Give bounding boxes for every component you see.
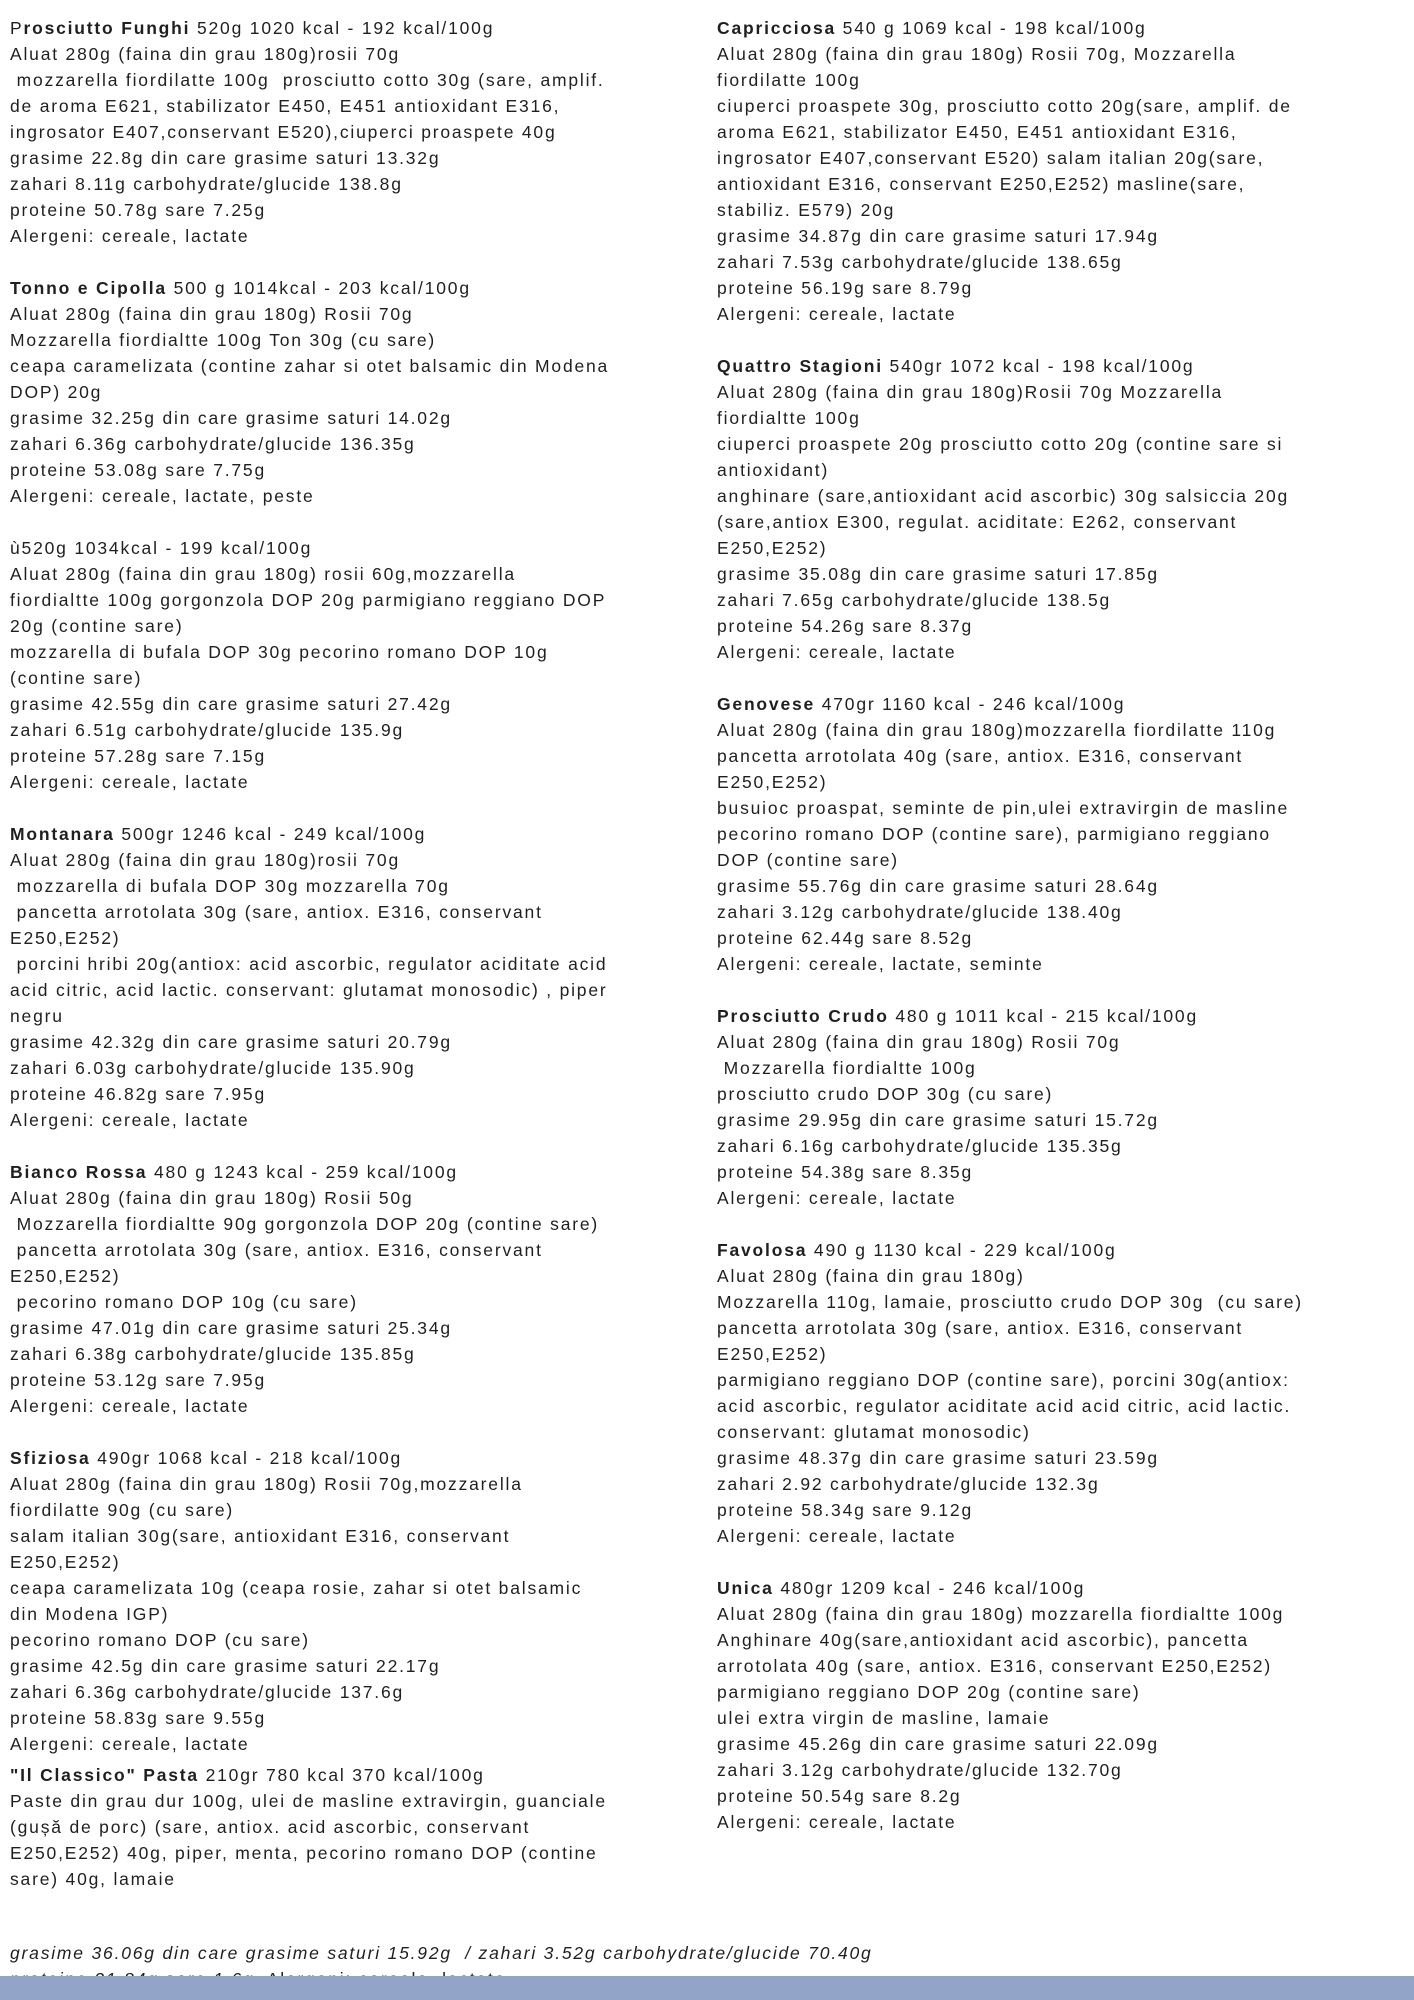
item-heading [717, 15, 1414, 41]
menu-item [717, 353, 1414, 665]
menu-item [10, 1762, 717, 1892]
item-heading [717, 1237, 1414, 1263]
ingredient-line: aroma E621, stabilizator E450, E451 antioxidant E316, [717, 122, 1238, 142]
ingredient-line: ulei extra virgin de masline, lamaie [717, 1708, 1051, 1728]
menu-item [717, 1575, 1414, 1835]
item-name: rosciutto Funghi [23, 18, 191, 38]
footer-nutrition-line: grasime 36.06g din care grasime saturi 15.92g / zahari 3.52g carbohydrate/glucide 70.40g [10, 1943, 873, 1963]
ingredient-line: Alergeni: cereale, lactate [717, 1812, 957, 1832]
ingredient-line: zahari 3.12g carbohydrate/glucide 132.70g [717, 1760, 1123, 1780]
menu-item [10, 821, 717, 1133]
ingredient-line: Mozzarella 110g, lamaie, prosciutto crudo DOP 30g (cu sare) [717, 1292, 1303, 1312]
ingredient-line: (contine sare) [10, 668, 143, 688]
ingredient-line: pancetta arrotolata 30g (sare, antiox. E316, conservant [717, 1318, 1244, 1338]
left-column [10, 15, 717, 1918]
ingredient-line: grasime 32.25g din care grasime saturi 14.02g [10, 408, 452, 428]
ingredient-line: pecorino romano DOP (contine sare), parmigiano reggiano [717, 824, 1271, 844]
ingredient-line: fiordilatte 90g (cu sare) [10, 1500, 234, 1520]
ingredient-line: E250,E252) [10, 1266, 121, 1286]
item-name: Genovese [717, 694, 816, 714]
menu-item [10, 275, 717, 509]
ingredient-line: proteine 54.38g sare 8.35g [717, 1162, 973, 1182]
ingredient-line: sare) 40g, lamaie [10, 1869, 176, 1889]
ingredient-line: Aluat 280g (faina din grau 180g) [717, 1266, 1025, 1286]
ingredient-line: de aroma E621, stabilizator E450, E451 antioxidant E316, [10, 96, 561, 116]
ingredient-line: antioxidant) [717, 460, 830, 480]
item-info: 520g 1020 kcal - 192 kcal/100g [190, 18, 495, 38]
menu-item [717, 1003, 1414, 1211]
ingredient-line: Mozzarella fiordialtte 90g gorgonzola DOP 20g (contine sare) [10, 1214, 600, 1234]
ingredient-line: Mozzarella fiordialtte 100g [717, 1058, 977, 1078]
ingredient-line: Aluat 280g (faina din grau 180g)rosii 70g [10, 44, 400, 64]
ingredient-line: zahari 6.38g carbohydrate/glucide 135.85g [10, 1344, 416, 1364]
menu-item [10, 535, 717, 795]
item-info: 480 g 1011 kcal - 215 kcal/100g [888, 1006, 1198, 1026]
ingredient-line: proteine 53.12g sare 7.95g [10, 1370, 266, 1390]
ingredient-line: Alergeni: cereale, lactate [717, 642, 957, 662]
item-info: 500 g 1014kcal - 203 kcal/100g [166, 278, 471, 298]
ingredient-line: (sare,antiox E300, regulat. aciditate: E262, conservant [717, 512, 1238, 532]
ingredient-line: pecorino romano DOP 10g (cu sare) [10, 1292, 358, 1312]
menu-item [10, 1445, 717, 1757]
ingredient-line: proteine 57.28g sare 7.15g [10, 746, 266, 766]
ingredient-line: mozzarella di bufala DOP 30g mozzarella 70g [10, 876, 450, 896]
ingredient-line: proteine 62.44g sare 8.52g [717, 928, 973, 948]
ingredient-line: Mozzarella fiordialtte 100g Ton 30g (cu sare) [10, 330, 437, 350]
ingredient-line: ceapa caramelizata 10g (ceapa rosie, zahar si otet balsamic [10, 1578, 583, 1598]
item-info: 210gr 780 kcal 370 kcal/100g [198, 1765, 485, 1785]
item-name: "Il Classico" Pasta [10, 1765, 199, 1785]
ingredient-line: stabiliz. E579) 20g [717, 200, 896, 220]
ingredient-line: pancetta arrotolata 30g (sare, antiox. E316, conservant [10, 1240, 543, 1260]
item-heading [717, 1003, 1414, 1029]
item-info: 500gr 1246 kcal - 249 kcal/100g [114, 824, 427, 844]
ingredient-line: zahari 2.92 carbohydrate/glucide 132.3g [717, 1474, 1100, 1494]
ingredient-line: grasime 45.26g din care grasime saturi 22.09g [717, 1734, 1159, 1754]
ingredient-line: porcini hribi 20g(antiox: acid ascorbic, regulator aciditate acid [10, 954, 608, 974]
item-heading [10, 1762, 717, 1788]
item-info: 540gr 1072 kcal - 198 kcal/100g [882, 356, 1195, 376]
menu-item [717, 1237, 1414, 1549]
ingredient-line: grasime 34.87g din care grasime saturi 17.94g [717, 226, 1159, 246]
ingredient-line: Alergeni: cereale, lactate [717, 1188, 957, 1208]
item-info: ù520g 1034kcal - 199 kcal/100g [10, 538, 313, 558]
ingredient-line: din Modena IGP) [10, 1604, 170, 1624]
menu-item [10, 15, 717, 249]
ingredient-line: zahari 7.65g carbohydrate/glucide 138.5g [717, 590, 1112, 610]
ingredient-line: DOP) 20g [10, 382, 103, 402]
ingredient-line: DOP (contine sare) [717, 850, 899, 870]
ingredient-line: busuioc proaspat, seminte de pin,ulei extravirgin de masline [717, 798, 1290, 818]
item-heading [10, 535, 717, 561]
ingredient-line: antioxidant E316, conservant E250,E252) masline(sare, [717, 174, 1246, 194]
item-name: Capricciosa [717, 18, 837, 38]
ingredient-line: proteine 56.19g sare 8.79g [717, 278, 973, 298]
item-heading [10, 1445, 717, 1471]
ingredient-line: acid citric, acid lactic. conservant: glutamat monosodic) , piper [10, 980, 608, 1000]
ingredient-line: fiordialtte 100g [717, 408, 861, 428]
item-heading [717, 353, 1414, 379]
ingredient-line: Aluat 280g (faina din grau 180g) rosii 60g,mozzarella [10, 564, 516, 584]
ingredient-line: mozzarella fiordilatte 100g prosciutto cotto 30g (sare, amplif. [10, 70, 605, 90]
menu-item [717, 691, 1414, 977]
ingredient-line: proteine 58.83g sare 9.55g [10, 1708, 266, 1728]
ingredient-line: Alergeni: cereale, lactate [717, 304, 957, 324]
ingredient-line: Aluat 280g (faina din grau 180g)Rosii 70g Mozzarella [717, 382, 1224, 402]
ingredient-line: fiordilatte 100g [717, 70, 861, 90]
item-heading [10, 821, 717, 847]
ingredient-line: proteine 53.08g sare 7.75g [10, 460, 266, 480]
item-info: 540 g 1069 kcal - 198 kcal/100g [836, 18, 1147, 38]
ingredient-line: proteine 50.78g sare 7.25g [10, 200, 266, 220]
ingredient-line: Alergeni: cereale, lactate [10, 1396, 250, 1416]
ingredient-line: E250,E252) [10, 928, 121, 948]
ingredient-line: pecorino romano DOP (cu sare) [10, 1630, 310, 1650]
ingredient-line: Alergeni: cereale, lactate [10, 1110, 250, 1130]
ingredient-line: Aluat 280g (faina din grau 180g) Rosii 70g [10, 304, 414, 324]
ingredient-line: Alergeni: cereale, lactate [10, 226, 250, 246]
ingredient-line: negru [10, 1006, 64, 1026]
ingredient-line: ciuperci proaspete 20g prosciutto cotto 20g (contine sare si [717, 434, 1284, 454]
ingredient-line: arrotolata 40g (sare, antiox. E316, conservant E250,E252) [717, 1656, 1272, 1676]
item-name: Bianco Rossa [10, 1162, 148, 1182]
item-name: Unica [717, 1578, 774, 1598]
ingredient-line: zahari 8.11g carbohydrate/glucide 138.8g [10, 174, 403, 194]
ingredient-line: proteine 54.26g sare 8.37g [717, 616, 973, 636]
ingredient-line: Alergeni: cereale, lactate [717, 1526, 957, 1546]
ingredient-line: 20g (contine sare) [10, 616, 184, 636]
ingredient-line: prosciutto crudo DOP 30g (cu sare) [717, 1084, 1054, 1104]
ingredient-line: zahari 6.36g carbohydrate/glucide 137.6g [10, 1682, 405, 1702]
item-heading [10, 15, 717, 41]
ingredient-line: Aluat 280g (faina din grau 180g)mozzarella fiordilatte 110g [717, 720, 1277, 740]
ingredient-line: mozzarella di bufala DOP 30g pecorino romano DOP 10g [10, 642, 549, 662]
ingredient-line: proteine 46.82g sare 7.95g [10, 1084, 266, 1104]
ingredient-line: grasime 42.32g din care grasime saturi 20.79g [10, 1032, 452, 1052]
ingredient-line: Anghinare 40g(sare,antioxidant acid ascorbic), pancetta [717, 1630, 1249, 1650]
item-heading-prefix: P [10, 18, 24, 38]
ingredient-line: grasime 35.08g din care grasime saturi 17.85g [717, 564, 1159, 584]
ingredient-line: grasime 42.55g din care grasime saturi 27.42g [10, 694, 452, 714]
item-info: 480gr 1209 kcal - 246 kcal/100g [773, 1578, 1086, 1598]
ingredient-line: proteine 50.54g sare 8.2g [717, 1786, 962, 1806]
menu-item [717, 15, 1414, 327]
ingredient-line: E250,E252) 40g, piper, menta, pecorino romano DOP (contine [10, 1843, 598, 1863]
ingredient-line: Aluat 280g (faina din grau 180g) Rosii 70g,mozzarella [10, 1474, 523, 1494]
ingredient-line: (gușă de porc) (sare, antiox. acid ascorbic, conservant [10, 1817, 531, 1837]
ingredient-line: E250,E252) [717, 1344, 828, 1364]
ingredient-line: zahari 7.53g carbohydrate/glucide 138.65g [717, 252, 1123, 272]
ingredient-line: pancetta arrotolata 30g (sare, antiox. E316, conservant [10, 902, 543, 922]
ingredient-line: parmigiano reggiano DOP (contine sare), porcini 30g(antiox: [717, 1370, 1290, 1390]
ingredient-line: Aluat 280g (faina din grau 180g) Rosii 70g, Mozzarella [717, 44, 1237, 64]
item-info: 490 g 1130 kcal - 229 kcal/100g [807, 1240, 1117, 1260]
ingredient-line: grasime 42.5g din care grasime saturi 22.17g [10, 1656, 441, 1676]
right-column [717, 15, 1414, 1918]
ingredient-line: Aluat 280g (faina din grau 180g)rosii 70g [10, 850, 400, 870]
ingredient-line: ingrosator E407,conservant E520),ciuperci proaspete 40g [10, 122, 557, 142]
ingredient-line: acid ascorbic, regulator aciditate acid acid citric, acid lactic. [717, 1396, 1292, 1416]
ingredient-line: grasime 55.76g din care grasime saturi 28.64g [717, 876, 1159, 896]
ingredient-line: Paste din grau dur 100g, ulei de masline extravirgin, guanciale [10, 1791, 607, 1811]
item-heading [717, 1575, 1414, 1601]
item-name: Prosciutto Crudo [717, 1006, 889, 1026]
ingredient-line: fiordialtte 100g gorgonzola DOP 20g parmigiano reggiano DOP [10, 590, 607, 610]
ingredient-line: ingrosator E407,conservant E520) salam italian 20g(sare, [717, 148, 1265, 168]
ingredient-line: Alergeni: cereale, lactate, peste [10, 486, 315, 506]
ingredient-line: zahari 6.16g carbohydrate/glucide 135.35g [717, 1136, 1123, 1156]
ingredient-line: Aluat 280g (faina din grau 180g) mozzarella fiordialtte 100g [717, 1604, 1285, 1624]
item-info: 470gr 1160 kcal - 246 kcal/100g [815, 694, 1126, 714]
ingredient-line: E250,E252) [717, 538, 828, 558]
ingredient-line: zahari 3.12g carbohydrate/glucide 138.40g [717, 902, 1123, 922]
ingredient-line: grasime 22.8g din care grasime saturi 13.32g [10, 148, 441, 168]
ingredient-line: salam italian 30g(sare, antioxidant E316, conservant [10, 1526, 511, 1546]
ingredient-line: Aluat 280g (faina din grau 180g) Rosii 70g [717, 1032, 1121, 1052]
item-info: 480 g 1243 kcal - 259 kcal/100g [147, 1162, 458, 1182]
bottom-bar [0, 1976, 1414, 2000]
ingredient-line: ceapa caramelizata (contine zahar si otet balsamic din Modena [10, 356, 610, 376]
item-info: 490gr 1068 kcal - 218 kcal/100g [90, 1448, 403, 1468]
item-heading [10, 275, 717, 301]
item-name: Montanara [10, 824, 115, 844]
ingredient-line: grasime 48.37g din care grasime saturi 23.59g [717, 1448, 1159, 1468]
item-name: Sfiziosa [10, 1448, 91, 1468]
ingredient-line: pancetta arrotolata 40g (sare, antiox. E316, conservant [717, 746, 1244, 766]
ingredient-line: zahari 6.51g carbohydrate/glucide 135.9g [10, 720, 405, 740]
ingredient-line: parmigiano reggiano DOP 20g (contine sare) [717, 1682, 1141, 1702]
item-name: Tonno e Cipolla [10, 278, 167, 298]
ingredient-line: ciuperci proaspete 30g, prosciutto cotto 20g(sare, amplif. de [717, 96, 1292, 116]
ingredient-line: Alergeni: cereale, lactate, seminte [717, 954, 1044, 974]
ingredient-line: Alergeni: cereale, lactate [10, 772, 250, 792]
item-heading [10, 1159, 717, 1185]
ingredient-line: proteine 58.34g sare 9.12g [717, 1500, 973, 1520]
ingredient-line: E250,E252) [10, 1552, 121, 1572]
ingredient-line: grasime 47.01g din care grasime saturi 25.34g [10, 1318, 452, 1338]
item-name: Favolosa [717, 1240, 808, 1260]
ingredient-line: zahari 6.36g carbohydrate/glucide 136.35g [10, 434, 416, 454]
ingredient-line: zahari 6.03g carbohydrate/glucide 135.90g [10, 1058, 416, 1078]
item-heading [717, 691, 1414, 717]
ingredient-line: Alergeni: cereale, lactate [10, 1734, 250, 1754]
ingredient-line: anghinare (sare,antioxidant acid ascorbic) 30g salsiccia 20g [717, 486, 1290, 506]
menu-item [10, 1159, 717, 1419]
item-name: Quattro Stagioni [717, 356, 883, 376]
ingredient-line: conservant: glutamat monosodic) [717, 1422, 1031, 1442]
ingredient-line: E250,E252) [717, 772, 828, 792]
ingredient-line: grasime 29.95g din care grasime saturi 15.72g [717, 1110, 1159, 1130]
ingredient-line: Aluat 280g (faina din grau 180g) Rosii 50g [10, 1188, 414, 1208]
